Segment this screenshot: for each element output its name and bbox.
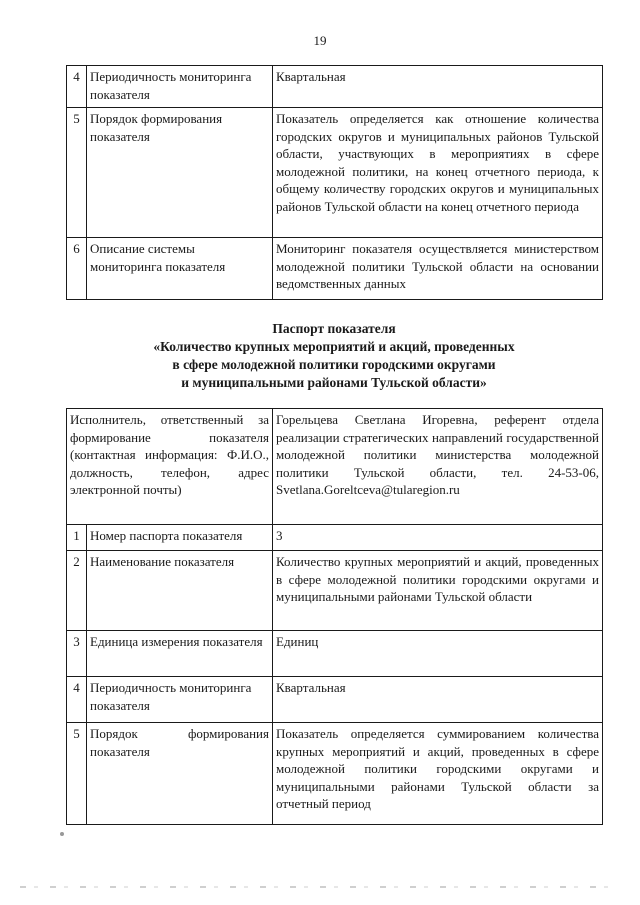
row-value: Мониторинг показателя осуществляется министерством молодежной политики Тульской области на основании ведомственных данных bbox=[273, 238, 603, 300]
scan-speck bbox=[60, 832, 64, 836]
row-value: Квартальная bbox=[273, 66, 603, 108]
heading-line: Паспорт показателя bbox=[272, 321, 396, 336]
table-row bbox=[67, 677, 603, 723]
row-number: 1 bbox=[67, 525, 87, 551]
scan-artifact-line bbox=[20, 886, 620, 888]
row-label: Порядок формирования показателя bbox=[87, 723, 273, 825]
row-value: Квартальная bbox=[273, 677, 603, 723]
table-row bbox=[67, 66, 603, 108]
row-number: 5 bbox=[67, 108, 87, 238]
row-number: 4 bbox=[67, 677, 87, 723]
heading-line: «Количество крупных мероприятий и акций, проведенных bbox=[153, 339, 515, 354]
row-label: Номер паспорта показателя bbox=[87, 525, 273, 551]
row-label: Порядок формирования показателя bbox=[87, 108, 273, 238]
row-label: Периодичность мониторинга показателя bbox=[87, 66, 273, 108]
row-value: 3 bbox=[273, 525, 603, 551]
executor-label: Исполнитель, ответственный за формирование показателя (контактная информация: Ф.И.О., должность, телефон, адрес электронной почты) bbox=[67, 409, 273, 525]
indicator-passport-table bbox=[66, 408, 603, 825]
row-number: 6 bbox=[67, 238, 87, 300]
heading-line: и муниципальными районами Тульской области» bbox=[181, 375, 487, 390]
passport-heading bbox=[66, 320, 602, 392]
row-number: 4 bbox=[67, 66, 87, 108]
row-number: 3 bbox=[67, 631, 87, 677]
table-row bbox=[67, 525, 603, 551]
executor-row bbox=[67, 409, 603, 525]
row-label: Наименование показателя bbox=[87, 551, 273, 631]
page-number: 19 bbox=[313, 33, 327, 48]
row-label: Периодичность мониторинга показателя bbox=[87, 677, 273, 723]
table-row bbox=[67, 551, 603, 631]
row-label: Описание системы мониторинга показателя bbox=[87, 238, 273, 300]
row-value: Показатель определяется суммированием количества крупных мероприятий и акций, проведенных в сфере молодежной политики городскими округами и муниципальными районами Тульской области за отчетный период bbox=[273, 723, 603, 825]
heading-line: в сфере молодежной политики городскими округами bbox=[172, 357, 496, 372]
table-row bbox=[67, 631, 603, 677]
row-number: 2 bbox=[67, 551, 87, 631]
indicator-table-continued bbox=[66, 65, 603, 300]
row-value: Показатель определяется как отношение количества городских округов и муниципальных районов Тульской области, участвующих в мероприятиях в сфере молодежной политики, на конец отчетного периода, к общему количеству городских округов и муниципальных районов Тульской области на конец отчетного периода bbox=[273, 108, 603, 238]
table-row bbox=[67, 723, 603, 825]
row-value: Количество крупных мероприятий и акций, проведенных в сфере молодежной политики городскими округами и муниципальными районами Тульской области bbox=[273, 551, 603, 631]
table-row bbox=[67, 238, 603, 300]
executor-value: Горельцева Светлана Игоревна, референт отдела реализации стратегических направлений государственной молодежной политики министерства молодежной политики Тульской области, тел. 24-53-06, Svetlana.Goreltceva@tularegion.ru bbox=[273, 409, 603, 525]
row-number: 5 bbox=[67, 723, 87, 825]
row-value: Единиц bbox=[273, 631, 603, 677]
table-row bbox=[67, 108, 603, 238]
row-label: Единица измерения показателя bbox=[87, 631, 273, 677]
